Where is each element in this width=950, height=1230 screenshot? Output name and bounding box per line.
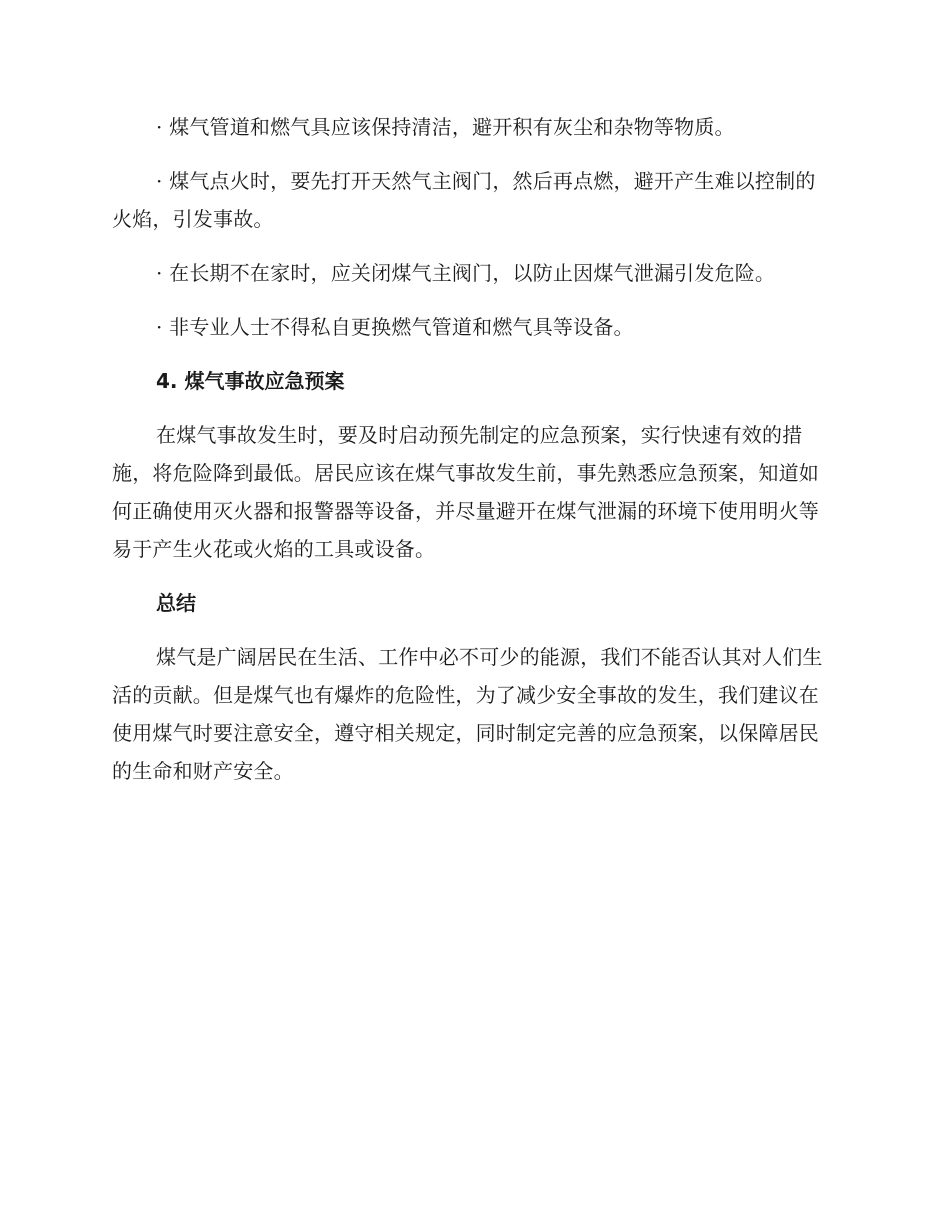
emergency-plan-paragraph: 在煤气事故发生时，要及时启动预先制定的应急预案，实行快速有效的措施，将危险降到最低。居民应该在煤气事故发生前，事先熟悉应急预案，知道如何正确使用灭火器和报警器等设备，并尽量避开在煤气泄漏的环境下使用明火等易于产生火花或火焰的工具或设备。 (112, 423, 819, 561)
summary-paragraph: 煤气是广阔居民在生活、工作中必不可少的能源，我们不能否认其对人们生活的贡献。但是煤气也有爆炸的危险性，为了减少安全事故的发生，我们建议在使用煤气时要注意安全，遵守相关规定，同时制定完善的应急预案，以保障居民的生命和财产安全。 (112, 645, 823, 783)
section-heading-emergency-plan: 4. 煤气事故应急预案 (156, 369, 345, 393)
safety-bullet-ignition: · 煤气点火时，要先打开天然气主阀门，然后再点燃，避开产生难以控制的火焰，引发事故。 (112, 169, 816, 231)
document-content (112, 108, 832, 806)
safety-bullet-professional-only: · 非专业人士不得私自更换燃气管道和燃气具等设备。 (156, 315, 634, 339)
safety-bullet-clean-pipes: · 煤气管道和燃气具应该保持清洁，避开积有灰尘和杂物等物质。 (156, 115, 735, 139)
section-heading-summary: 总结 (156, 591, 196, 615)
safety-bullet-away-from-home: · 在长期不在家时，应关闭煤气主阀门，以防止因煤气泄漏引发危险。 (156, 261, 776, 285)
